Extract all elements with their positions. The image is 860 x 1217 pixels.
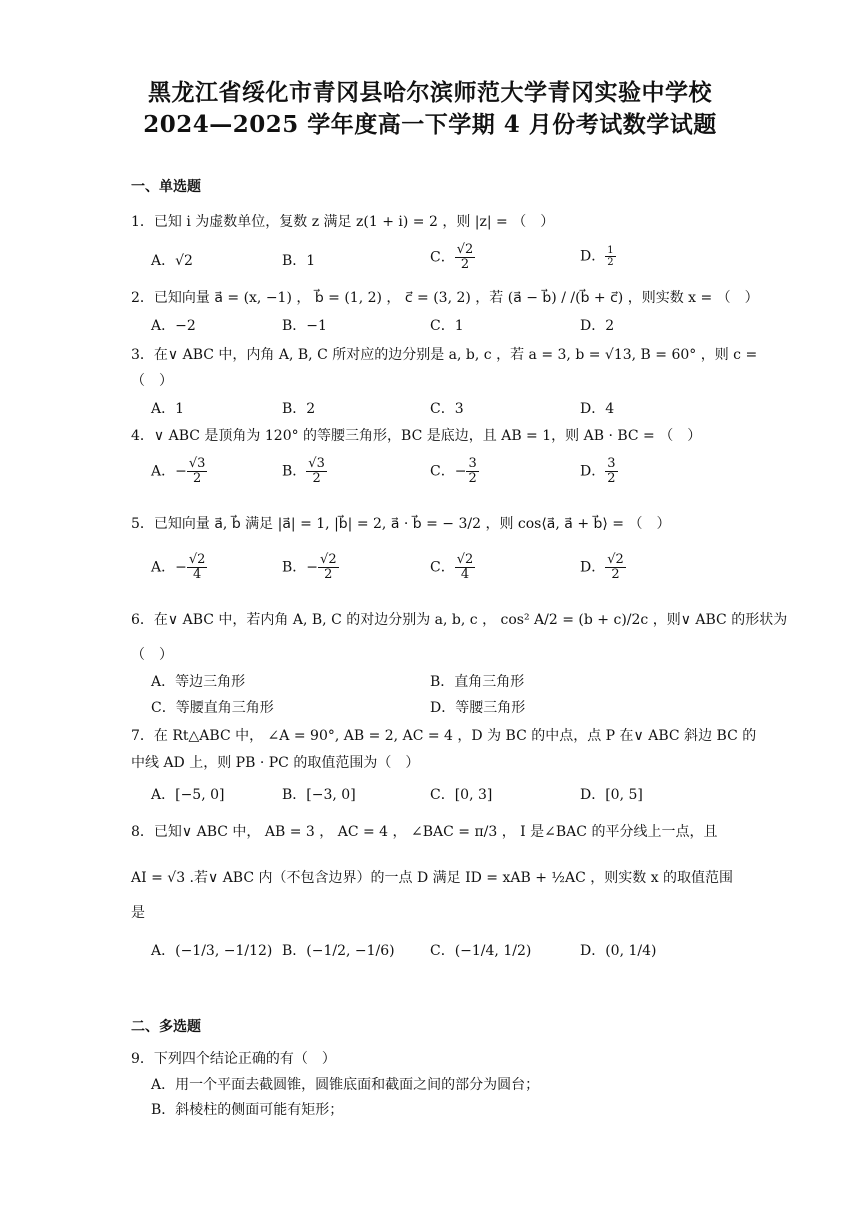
question-9-stem: 9．下列四个结论正确的有（ ） [131, 1051, 336, 1067]
question-3-stem-line2: （ ） [131, 373, 173, 389]
question-3-option-c: C．3 [430, 401, 464, 417]
fraction: $\frac{1}{2}$ [607, 245, 614, 268]
question-2-stem: 2．已知向量 a⃗ = (x, −1) ， b⃗ = (1, 2) ， c⃗ = (3, 2) ，若 (a⃗ − b⃗) / /(b⃗ + c⃗) ，则实数 x = （ ） [131, 290, 759, 306]
question-6-stem-line2: （ ） [131, 647, 173, 663]
question-8-option-d: D．(0, 1/4) [580, 943, 657, 959]
question-2-option-c: C．1 [430, 318, 464, 334]
question-3-option-a: A．1 [151, 401, 185, 417]
question-7-stem-line2: 中线 AD 上，则 PB · PC 的取值范围为（ ） [131, 755, 420, 771]
fraction: $\frac{3}{2}$ [607, 456, 616, 486]
question-4-option-a: A．− $\frac{√3}{2}$ [151, 456, 206, 486]
question-4-option-d: D． $\frac{3}{2}$ [580, 456, 616, 486]
question-9-option-a: A．用一个平面去截圆锥，圆锥底面和截面之间的部分为圆台； [151, 1077, 540, 1093]
question-5-stem: 5．已知向量 a⃗, b⃗ 满足 |a⃗| = 1, |b⃗| = 2, a⃗ · b⃗ = − 3/2 ，则 cos⟨a⃗, a⃗ + b⃗⟩ = （ ） [131, 516, 671, 532]
question-8-stem-line3: 是 [131, 905, 145, 921]
fraction: $\frac{√2}{2}$ [456, 242, 474, 272]
question-7-option-d: D．[0, 5] [580, 787, 643, 803]
fraction: $\frac{√2}{2}$ [320, 552, 337, 582]
question-2-option-b: B．−1 [282, 318, 327, 334]
question-6-option-a: A．等边三角形 [151, 674, 246, 690]
section-multi-choice: 二、多选题 [131, 1019, 201, 1035]
question-1-option-c: C． $\frac{√2}{2}$ [430, 242, 474, 272]
question-1-option-a: A．√2 [151, 253, 193, 269]
question-7-option-a: A．[−5, 0] [151, 787, 225, 803]
question-4-option-b: B． $\frac{√3}{2}$ [282, 456, 325, 486]
question-4-stem: 4．∨ ABC 是顶角为 120° 的等腰三角形，BC 是底边，且 AB = 1，则 AB · BC = （ ） [131, 428, 702, 444]
question-3-option-d: D．4 [580, 401, 615, 417]
fraction: $\frac{√3}{2}$ [308, 456, 325, 486]
question-9-option-b: B．斜棱柱的侧面可能有矩形； [151, 1102, 344, 1118]
question-7-stem-line1: 7．在 Rt△ABC 中， ∠A = 90°, AB = 2, AC = 4 ，D 为 BC 的中点，点 P 在∨ ABC 斜边 BC 的 [131, 728, 757, 744]
question-6-option-c: C．等腰直角三角形 [151, 700, 274, 716]
question-3-option-b: B．2 [282, 401, 316, 417]
question-1-stem: 1．已知 i 为虚数单位，复数 z 满足 z(1 + i) = 2 ，则 |z| = （ ） [131, 214, 555, 230]
question-4-option-c: C．− $\frac{3}{2}$ [430, 456, 477, 486]
fraction: $\frac{3}{2}$ [468, 456, 477, 486]
question-8-option-b: B．(−1/2, −1/6) [282, 943, 395, 959]
question-5-option-d: D． $\frac{√2}{2}$ [580, 552, 624, 582]
exam-title-line2: 2024—2025 学年度高一下学期 4 月份考试数学试题 [143, 111, 717, 138]
fraction: $\frac{√2}{4}$ [456, 552, 474, 582]
question-6-option-d: D．等腰三角形 [430, 700, 526, 716]
fraction: $\frac{√2}{4}$ [188, 552, 206, 582]
question-6-option-b: B．直角三角形 [430, 674, 525, 690]
question-1-option-d: D． $\frac{1}{2}$ [580, 245, 614, 268]
section-single-choice: 一、单选题 [131, 179, 201, 195]
exam-title-line1: 黑龙江省绥化市青冈县哈尔滨师范大学青冈实验中学校 [148, 79, 712, 106]
question-6-stem-line1: 6．在∨ ABC 中，若内角 A, B, C 的对边分别为 a, b, c ， cos² A/2 = (b + c)/2c ，则∨ ABC 的形状为 [131, 612, 788, 628]
question-3-stem-line1: 3．在∨ ABC 中，内角 A, B, C 所对应的边分别是 a, b, c ，若 a = 3, b = √13, B = 60° ，则 c = [131, 347, 758, 363]
question-2-option-d: D．2 [580, 318, 615, 334]
question-5-option-b: B．− $\frac{√2}{2}$ [282, 552, 337, 582]
question-5-option-c: C． $\frac{√2}{4}$ [430, 552, 474, 582]
question-7-option-c: C．[0, 3] [430, 787, 493, 803]
question-1-option-b: B．1 [282, 253, 316, 269]
fraction: $\frac{√3}{2}$ [188, 456, 206, 486]
question-8-stem-line1: 8．已知∨ ABC 中， AB = 3 ， AC = 4 ， ∠BAC = π/3 ， I 是∠BAC 的平分线上一点，且 [131, 824, 718, 840]
question-2-option-a: A．−2 [151, 318, 196, 334]
question-8-option-c: C．(−1/4, 1/2) [430, 943, 532, 959]
question-8-stem-line2: AI = √3 .若∨ ABC 内（不包含边界）的一点 D 满足 ID = xAB + ½AC ，则实数 x 的取值范围 [131, 870, 734, 886]
question-7-option-b: B．[−3, 0] [282, 787, 356, 803]
fraction: $\frac{√2}{2}$ [607, 552, 624, 582]
question-5-option-a: A．− $\frac{√2}{4}$ [151, 552, 206, 582]
question-8-option-a: A．(−1/3, −1/12) [151, 943, 273, 959]
